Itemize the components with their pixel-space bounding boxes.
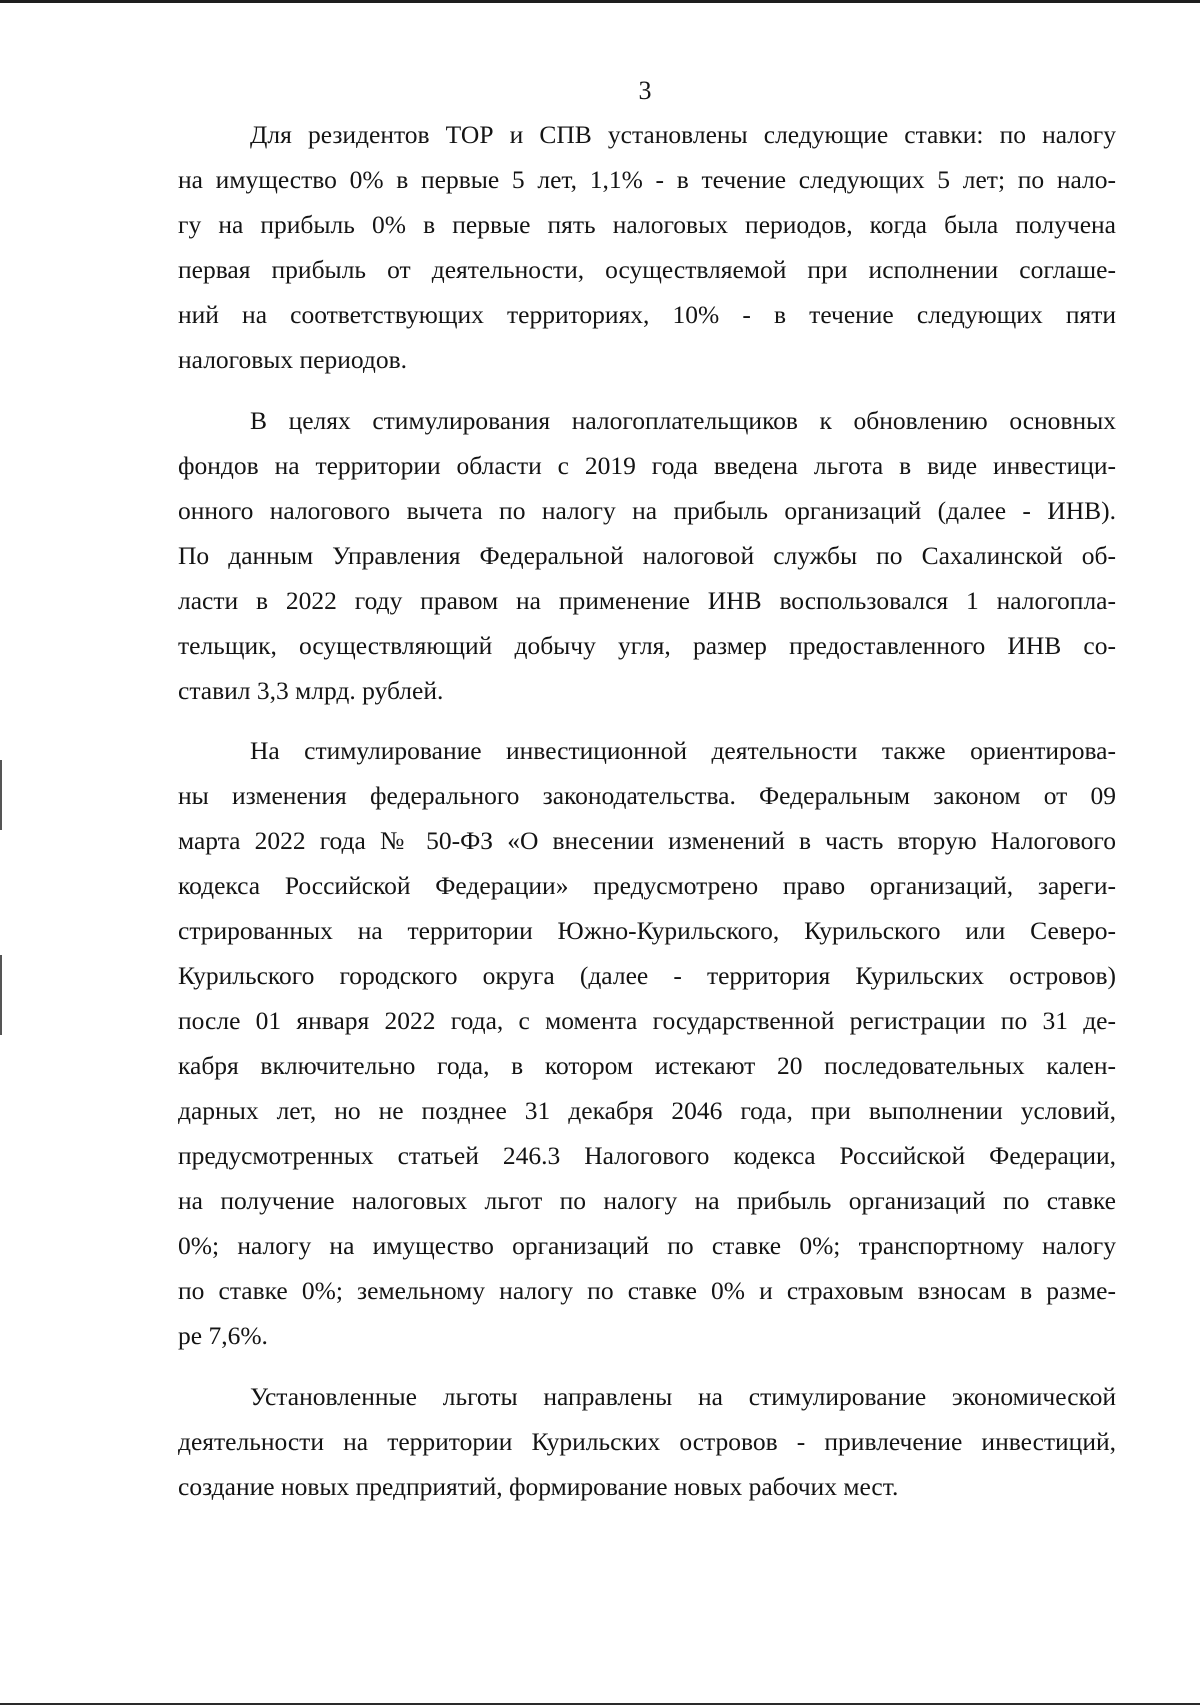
- text-line: ласти в 2022 году правом на применение ИНВ воспользовался 1 налогопла-: [178, 585, 1116, 615]
- text-line: кодекса Российской Федерации» предусмотрено право организаций, зареги-: [178, 871, 1116, 900]
- paragraph: [178, 1374, 1116, 1509]
- text-line: В целях стимулирования налогоплательщиков к обновлению основных: [250, 405, 1116, 435]
- document-body: [178, 112, 1116, 1509]
- text-line: Установленные льготы направлены на стимулирование экономической: [250, 1381, 1116, 1411]
- text-line: первая прибыль от деятельности, осуществляемой при исполнении соглаше-: [178, 255, 1116, 284]
- text-line: На стимулирование инвестиционной деятельности также ориентирова-: [250, 736, 1116, 765]
- text-line: гу на прибыль 0% в первые пять налоговых периодов, когда была получена: [178, 210, 1116, 239]
- text-line: по ставке 0%; земельному налогу по ставке 0% и страховым взносам в разме-: [178, 1276, 1116, 1305]
- text-line: тельщик, осуществляющий добычу угля, размер предоставленного ИНВ со-: [178, 630, 1116, 660]
- text-line: фондов на территории области с 2019 года введена льгота в виде инвестици-: [178, 450, 1116, 480]
- text-line: кабря включительно года, в котором истекают 20 последовательных кален-: [178, 1051, 1116, 1080]
- page-number: 3: [638, 76, 652, 105]
- paragraph: [178, 112, 1116, 382]
- text-line: онного налогового вычета по налогу на прибыль организаций (далее - ИНВ).: [178, 495, 1116, 525]
- text-line: на получение налоговых льгот по налогу на прибыль организаций по ставке: [178, 1186, 1116, 1215]
- text-line: ставил 3,3 млрд. рублей.: [178, 675, 444, 705]
- scan-margin-mark: [0, 955, 2, 1035]
- text-line: создание новых предприятий, формирование новых рабочих мест.: [178, 1471, 899, 1501]
- paragraph: [178, 398, 1116, 713]
- text-line: налоговых периодов.: [178, 345, 408, 374]
- text-line: предусмотренных статьей 246.3 Налогового кодекса Российской Федерации,: [178, 1141, 1116, 1170]
- text-line: марта 2022 года № 50-ФЗ «О внесении изменений в часть вторую Налогового: [178, 826, 1116, 855]
- text-line: деятельности на территории Курильских островов - привлечение инвестиций,: [178, 1426, 1116, 1456]
- text-line: Для резидентов ТОР и СПВ установлены следующие ставки: по налогу: [250, 120, 1116, 149]
- paragraph: [178, 728, 1116, 1358]
- text-line: ний на соответствующих территориях, 10% - в течение следующих пяти: [178, 300, 1116, 329]
- scan-top-edge: [0, 0, 1200, 3]
- scan-margin-mark: [0, 760, 2, 830]
- text-line: дарных лет, но не позднее 31 декабря 2046 года, при выполнении условий,: [178, 1096, 1116, 1125]
- text-line: По данным Управления Федеральной налоговой службы по Сахалинской об-: [178, 540, 1116, 570]
- text-line: 0%; налогу на имущество организаций по ставке 0%; транспортному налогу: [178, 1231, 1116, 1260]
- text-line: на имущество 0% в первые 5 лет, 1,1% - в течение следующих 5 лет; по нало-: [178, 165, 1116, 194]
- text-line: ре 7,6%.: [178, 1321, 268, 1350]
- text-line: ны изменения федерального законодательства. Федеральным законом от 09: [178, 781, 1116, 810]
- text-line: стрированных на территории Южно-Курильского, Курильского или Северо-: [178, 916, 1116, 945]
- text-line: после 01 января 2022 года, с момента государственной регистрации по 31 де-: [178, 1006, 1116, 1035]
- text-line: Курильского городского округа (далее - территория Курильских островов): [178, 961, 1116, 990]
- scan-bottom-edge: [0, 1703, 1200, 1705]
